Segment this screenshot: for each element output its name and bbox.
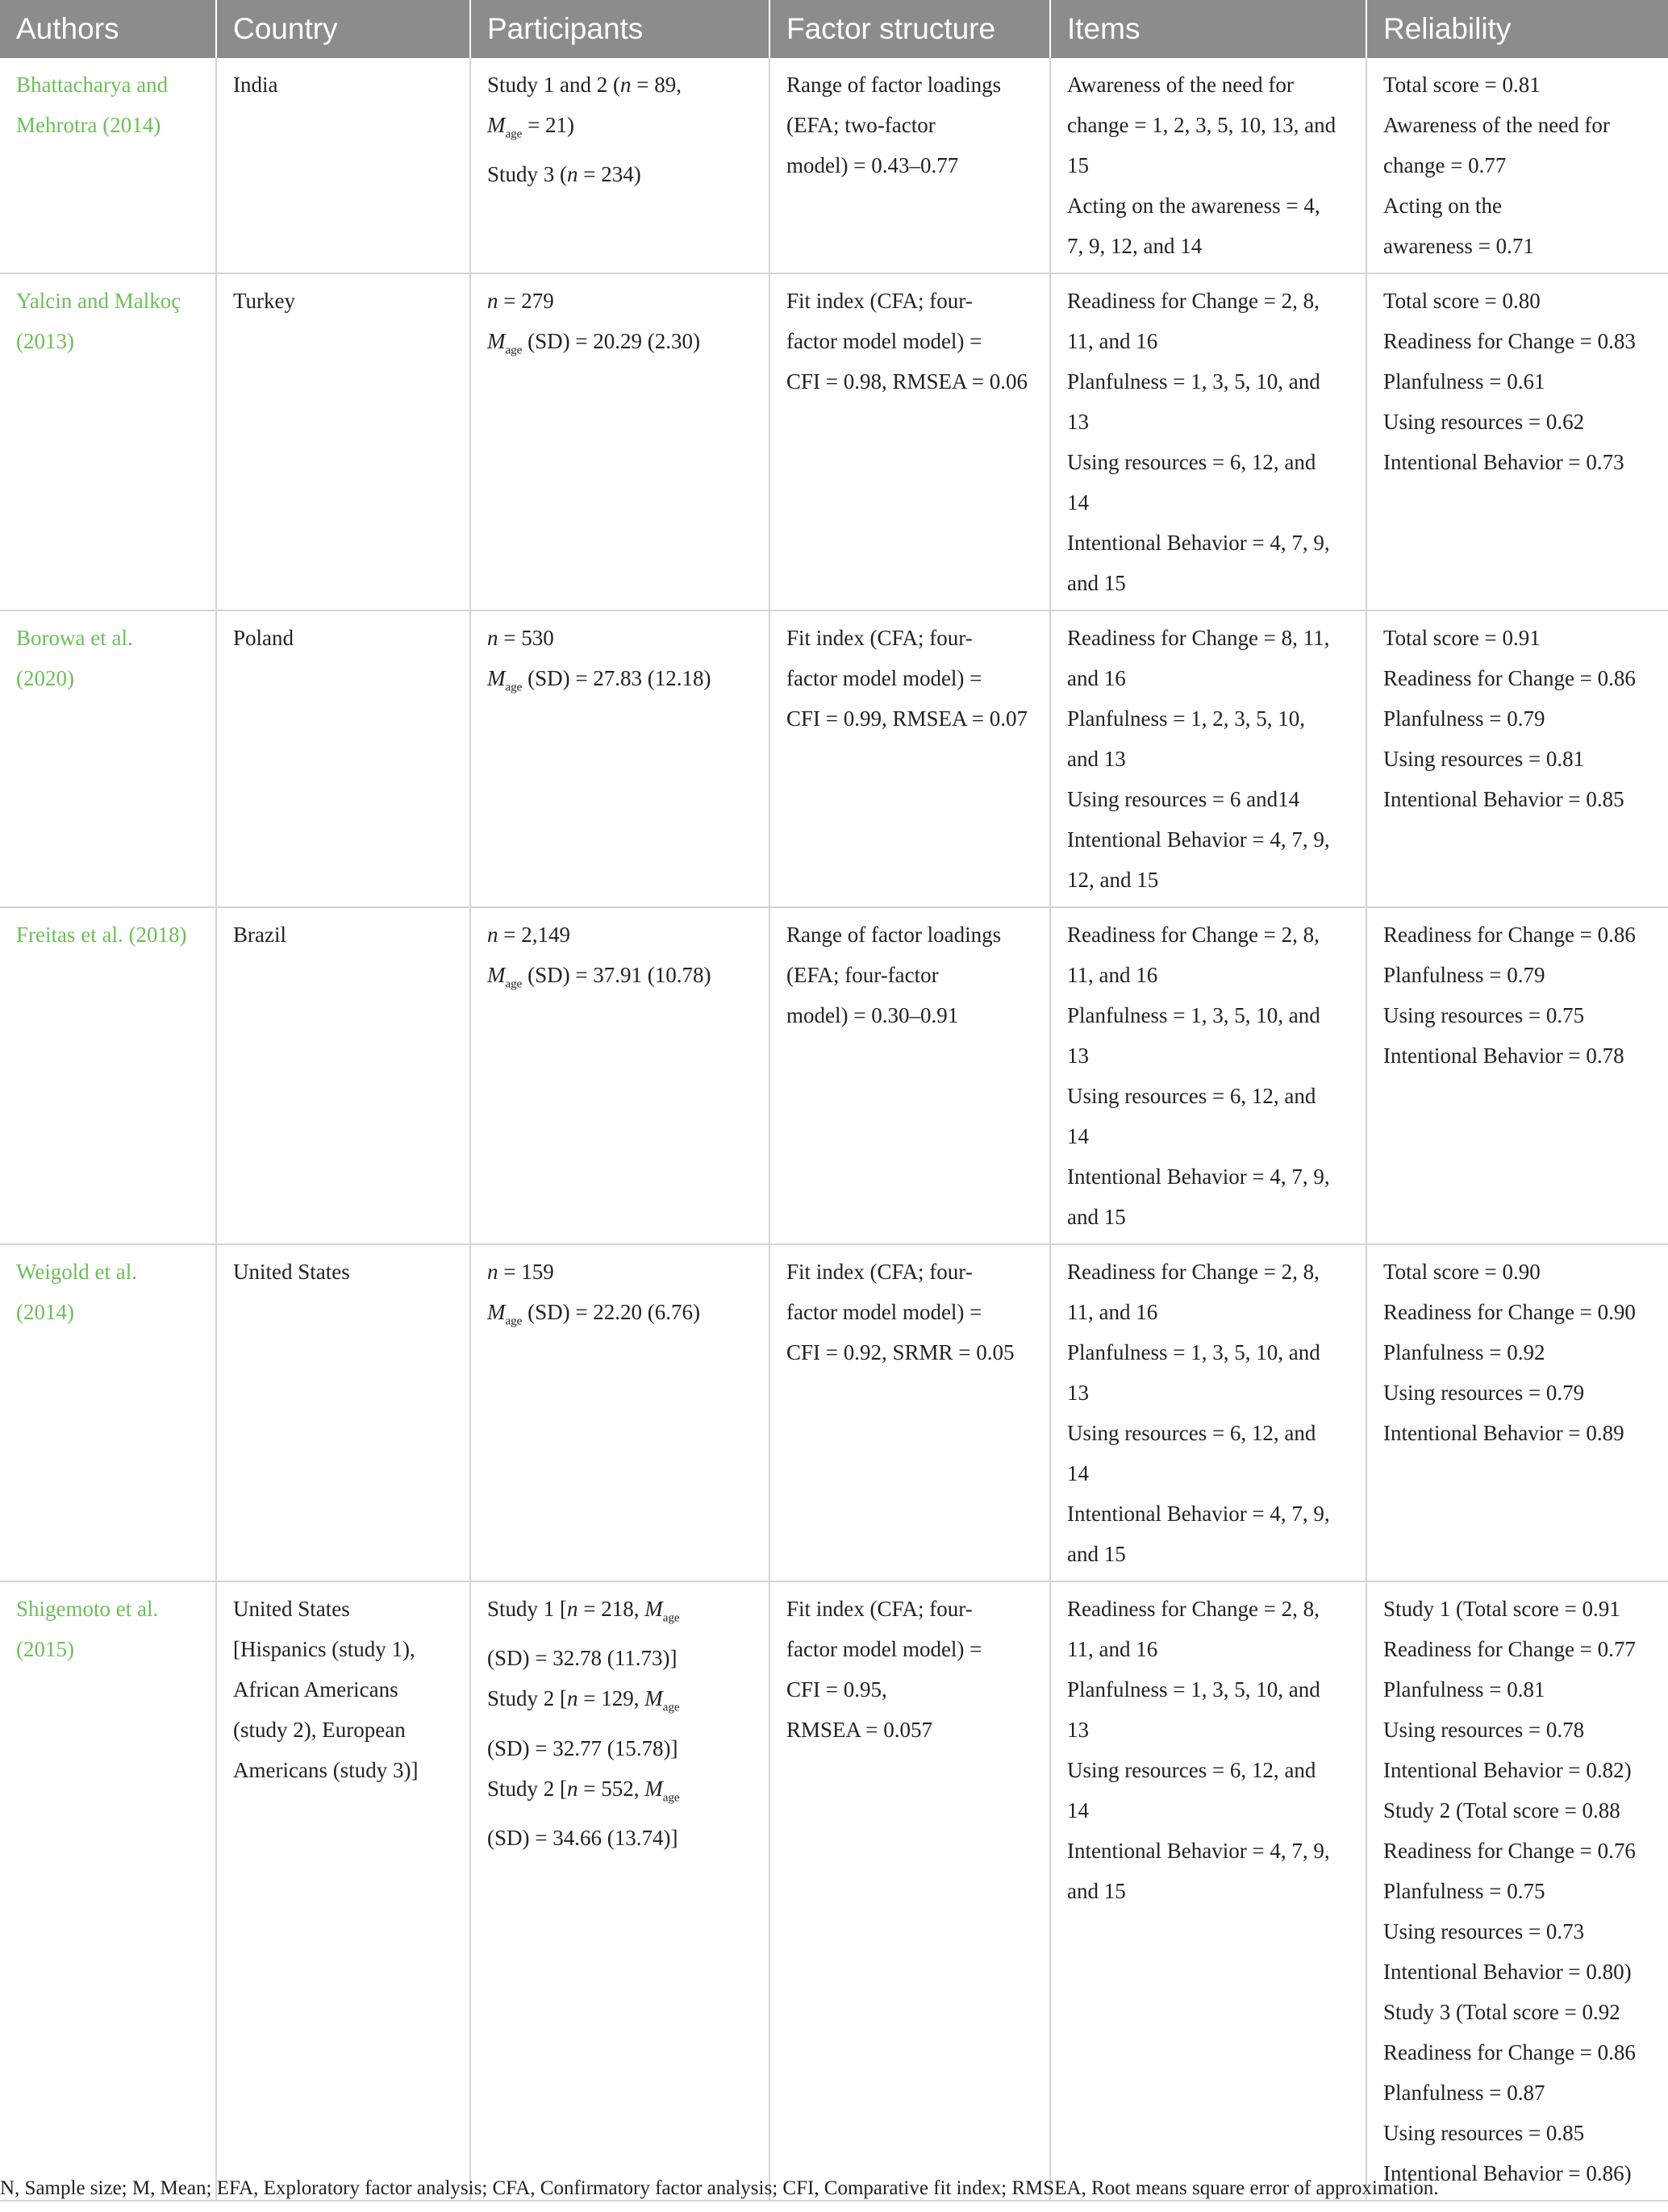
cell-line: Study 2 (Total score = 0.88 <box>1383 1798 1620 1823</box>
cell-line: Intentional Behavior = 4, 7, 9, <box>1067 827 1330 852</box>
reliability-cell <box>1366 610 1668 907</box>
cell-line: Planfulness = 0.87 <box>1383 2081 1545 2105</box>
cell-line: 14 <box>1067 1798 1089 1823</box>
country-cell <box>216 273 470 610</box>
cell-line: Intentional Behavior = 4, 7, 9, <box>1067 531 1330 555</box>
header-participants: Participants <box>470 0 769 58</box>
cell-line: (SD) = 32.78 (11.73)] <box>487 1646 678 1671</box>
author-cell <box>0 273 216 610</box>
cell-line: change = 0.77 <box>1383 153 1507 177</box>
cell-line: 13 <box>1067 1044 1089 1068</box>
cell-line: Study 3 (Total score = 0.92 <box>1383 2000 1620 2024</box>
cell-line: and 15 <box>1067 1879 1126 1903</box>
cell-line: Planfulness = 0.81 <box>1383 1677 1545 1702</box>
cell-line: Intentional Behavior = 0.86) <box>1383 2161 1632 2185</box>
cell-line: Using resources = 6, 12, and <box>1067 1421 1316 1445</box>
cell-line: Planfulness = 0.79 <box>1383 706 1545 731</box>
table-row <box>0 1581 1668 2201</box>
cell-line: CFI = 0.98, RMSEA = 0.06 <box>786 369 1028 394</box>
cell-line: India <box>233 73 278 97</box>
header-row <box>0 0 1668 58</box>
cell-line: Planfulness = 0.79 <box>1383 963 1545 987</box>
cell-line: Readiness for Change = 0.83 <box>1383 329 1636 353</box>
cell-line: Readiness for Change = 2, 8, <box>1067 289 1320 313</box>
cell-line: Planfulness = 1, 3, 5, 10, and <box>1067 369 1320 394</box>
cell-line: (EFA; two-factor <box>786 113 936 137</box>
cell-line: African Americans <box>233 1677 398 1702</box>
cell-line: Total score = 0.80 <box>1383 289 1541 313</box>
cell-line: 14 <box>1067 1461 1089 1485</box>
cell-line: Intentional Behavior = 4, 7, 9, <box>1067 1164 1330 1189</box>
cell-line: $M_{age}$ (SD) = 27.83 (12.18) <box>487 666 711 694</box>
cell-line: Total score = 0.81 <box>1383 73 1541 97</box>
cell-line: n = 2,149 <box>487 923 570 947</box>
cell-line: and 15 <box>1067 1205 1126 1229</box>
items-cell <box>1050 1244 1366 1581</box>
cell-line: Using resources = 6, 12, and <box>1067 1084 1316 1108</box>
cell-line: and 15 <box>1067 1542 1126 1566</box>
cell-line: Acting on the awareness = 4, <box>1067 194 1320 218</box>
items-cell <box>1050 58 1366 273</box>
reliability-cell <box>1366 1244 1668 1581</box>
table-row <box>0 1244 1668 1581</box>
cell-line: Study 1 [n = 218, $M_{age}$ <box>487 1597 680 1625</box>
cell-line: Planfulness = 0.75 <box>1383 1879 1545 1903</box>
cell-line: Using resources = 0.62 <box>1383 410 1585 434</box>
author-cell <box>0 1244 216 1581</box>
cell-line: Readiness for Change = 2, 8, <box>1067 923 1320 947</box>
cell-line: 11, and 16 <box>1067 963 1158 987</box>
table-row <box>0 610 1668 907</box>
cell-line: Using resources = 0.73 <box>1383 1919 1585 1943</box>
factor-structure-cell <box>769 1581 1050 2201</box>
cell-line: 11, and 16 <box>1067 329 1158 353</box>
cell-line: factor model model) = <box>786 329 982 353</box>
cell-line: $M_{age}$ (SD) = 20.29 (2.30) <box>487 329 701 357</box>
cell-line: RMSEA = 0.057 <box>786 1718 933 1742</box>
cell-line: Study 3 (n = 234) <box>487 162 641 187</box>
cell-line: factor model model) = <box>786 1637 982 1661</box>
cell-line: [Hispanics (study 1), <box>233 1637 415 1661</box>
cell-line: Study 1 (Total score = 0.91 <box>1383 1597 1620 1621</box>
cell-line: and 13 <box>1067 747 1126 771</box>
cell-line: (EFA; four-factor <box>786 963 939 987</box>
cell-line: Intentional Behavior = 0.73 <box>1383 450 1624 474</box>
cell-line: Planfulness = 0.61 <box>1383 369 1545 394</box>
cell-line: Readiness for Change = 0.76 <box>1383 1839 1636 1863</box>
table-row <box>0 58 1668 273</box>
cell-line: Fit index (CFA; four- <box>786 1260 973 1284</box>
cell-line: CFI = 0.99, RMSEA = 0.07 <box>786 706 1028 731</box>
cell-line: (SD) = 34.66 (13.74)] <box>487 1826 678 1851</box>
cell-line: and 16 <box>1067 666 1126 690</box>
cell-line: 13 <box>1067 1718 1089 1742</box>
cell-line: model) = 0.30–0.91 <box>786 1003 959 1027</box>
cell-line: (2013) <box>16 329 74 353</box>
cell-line: Using resources = 6 and14 <box>1067 787 1300 811</box>
cell-line: Bhattacharya and <box>16 73 169 97</box>
header-authors: Authors <box>0 0 216 58</box>
reliability-cell <box>1366 58 1668 273</box>
cell-line: n = 159 <box>487 1260 554 1284</box>
cell-line: factor model model) = <box>786 666 982 690</box>
cell-line: factor model model) = <box>786 1300 982 1324</box>
cell-line: 12, and 15 <box>1067 868 1159 892</box>
items-cell <box>1050 610 1366 907</box>
header-items: Items <box>1050 0 1366 58</box>
reliability-cell <box>1366 273 1668 610</box>
cell-line: Freitas et al. (2018) <box>16 923 187 947</box>
cell-line: Poland <box>233 626 294 650</box>
table-row <box>0 273 1668 610</box>
cell-line: Readiness for Change = 0.90 <box>1383 1300 1636 1324</box>
cell-line: 15 <box>1067 153 1089 177</box>
cell-line: $M_{age}$ (SD) = 22.20 (6.76) <box>487 1300 701 1328</box>
reliability-cell <box>1366 1581 1668 2201</box>
cell-line: 11, and 16 <box>1067 1637 1158 1661</box>
cell-line: model) = 0.43–0.77 <box>786 153 959 177</box>
cell-line: Turkey <box>233 289 296 313</box>
cell-line: Readiness for Change = 0.86 <box>1383 923 1636 947</box>
cell-line: Yalcin and Malkoç <box>16 289 181 313</box>
cell-line: Using resources = 0.78 <box>1383 1718 1585 1742</box>
cell-line: Intentional Behavior = 0.80) <box>1383 1960 1632 1984</box>
cell-line: Readiness for Change = 8, 11, <box>1067 626 1330 650</box>
cell-line: (SD) = 32.77 (15.78)] <box>487 1735 678 1760</box>
header-reliability: Reliability <box>1366 0 1668 58</box>
cell-line: $M_{age}$ (SD) = 37.91 (10.78) <box>487 963 711 991</box>
table-footnote: N, Sample size; M, Mean; EFA, Exploratory factor analysis; CFA, Confirmatory factor analysis; CFI, Comparative fit index; RMSEA, Root means square error of approximation. <box>0 2177 1439 2199</box>
cell-line: Using resources = 6, 12, and <box>1067 1758 1316 1782</box>
cell-line: Planfulness = 0.92 <box>1383 1340 1545 1364</box>
cell-line: Acting on the <box>1383 194 1502 218</box>
cell-line: Intentional Behavior = 4, 7, 9, <box>1067 1839 1330 1863</box>
cell-line: Shigemoto et al. <box>16 1597 159 1621</box>
cell-line: change = 1, 2, 3, 5, 10, 13, and <box>1067 113 1336 137</box>
participants-cell <box>470 1244 769 1581</box>
cell-line: Readiness for Change = 2, 8, <box>1067 1260 1320 1284</box>
items-cell <box>1050 273 1366 610</box>
cell-line: Weigold et al. <box>16 1260 138 1284</box>
cell-line: Planfulness = 1, 3, 5, 10, and <box>1067 1677 1320 1702</box>
cell-line: and 15 <box>1067 571 1126 595</box>
cell-line: Fit index (CFA; four- <box>786 289 973 313</box>
cell-line: n = 530 <box>487 626 554 650</box>
cell-line: $M_{age} = 21$) <box>487 113 575 141</box>
cell-line: Range of factor loadings <box>786 73 1002 97</box>
cell-line: (2015) <box>16 1637 74 1661</box>
items-cell <box>1050 907 1366 1244</box>
cell-line: Readiness for Change = 0.77 <box>1383 1637 1636 1661</box>
items-cell <box>1050 1581 1366 2201</box>
header-factor-structure: Factor structure <box>769 0 1050 58</box>
participants-cell <box>470 273 769 610</box>
table-row <box>0 907 1668 1244</box>
reliability-cell <box>1366 907 1668 1244</box>
cell-line: Borowa et al. <box>16 626 133 650</box>
cell-line: Awareness of the need for <box>1067 73 1294 97</box>
cell-line: 13 <box>1067 410 1089 434</box>
participants-cell <box>470 610 769 907</box>
cell-line: (2020) <box>16 666 74 690</box>
cell-line: Intentional Behavior = 0.85 <box>1383 787 1624 811</box>
factor-structure-cell <box>769 610 1050 907</box>
cell-line: Fit index (CFA; four- <box>786 626 973 650</box>
factor-structure-cell <box>769 58 1050 273</box>
cell-line: 14 <box>1067 1124 1089 1148</box>
cell-line: Readiness for Change = 2, 8, <box>1067 1597 1320 1621</box>
cell-line: Using resources = 6, 12, and <box>1067 450 1316 474</box>
author-cell <box>0 1581 216 2201</box>
cell-line: Using resources = 0.75 <box>1383 1003 1585 1027</box>
factor-structure-cell <box>769 907 1050 1244</box>
cell-line: Study 2 [n = 129, $M_{age}$ <box>487 1686 680 1714</box>
cell-line: (study 2), European <box>233 1718 406 1742</box>
table-header <box>0 0 1668 58</box>
cell-line: 7, 9, 12, and 14 <box>1067 234 1203 258</box>
cell-line: Total score = 0.90 <box>1383 1260 1541 1284</box>
cell-line: Using resources = 0.81 <box>1383 747 1585 771</box>
table-body <box>0 58 1668 2201</box>
cell-line: awareness = 0.71 <box>1383 234 1534 258</box>
country-cell <box>216 610 470 907</box>
author-cell <box>0 907 216 1244</box>
cell-line: CFI = 0.92, SRMR = 0.05 <box>786 1340 1015 1364</box>
cell-line: Study 2 [n = 552, $M_{age}$ <box>487 1776 680 1805</box>
cell-line: n = 279 <box>487 289 554 313</box>
cell-line: 14 <box>1067 490 1089 514</box>
cell-line: Americans (study 3)] <box>233 1758 419 1782</box>
cell-line: United States <box>233 1597 350 1621</box>
cell-line: Intentional Behavior = 0.89 <box>1383 1421 1624 1445</box>
cell-line: Planfulness = 1, 3, 5, 10, and <box>1067 1003 1320 1027</box>
cell-line: Using resources = 0.79 <box>1383 1381 1585 1405</box>
participants-cell <box>470 58 769 273</box>
cell-line: Planfulness = 1, 3, 5, 10, and <box>1067 1340 1320 1364</box>
cell-line: Study 1 and 2 (n = 89, <box>487 73 682 97</box>
cell-line: Awareness of the need for <box>1383 113 1610 137</box>
cell-line: Range of factor loadings <box>786 923 1002 947</box>
cell-line: 11, and 16 <box>1067 1300 1158 1324</box>
cell-line: Intentional Behavior = 0.82) <box>1383 1758 1632 1782</box>
participants-cell <box>470 1581 769 2201</box>
cell-line: Intentional Behavior = 0.78 <box>1383 1044 1624 1068</box>
factor-structure-cell <box>769 273 1050 610</box>
cell-line: Mehrotra (2014) <box>16 113 161 137</box>
cell-line: Planfulness = 1, 2, 3, 5, 10, <box>1067 706 1305 731</box>
cell-line: Intentional Behavior = 4, 7, 9, <box>1067 1502 1330 1526</box>
country-cell <box>216 907 470 1244</box>
country-cell <box>216 1581 470 2201</box>
author-cell <box>0 610 216 907</box>
participants-cell <box>470 907 769 1244</box>
cell-line: Total score = 0.91 <box>1383 626 1541 650</box>
cell-line: Using resources = 0.85 <box>1383 2121 1585 2145</box>
cell-line: United States <box>233 1260 350 1284</box>
author-cell <box>0 58 216 273</box>
header-country: Country <box>216 0 470 58</box>
cell-line: Readiness for Change = 0.86 <box>1383 666 1636 690</box>
factor-structure-cell <box>769 1244 1050 1581</box>
country-cell <box>216 58 470 273</box>
cell-line: 13 <box>1067 1381 1089 1405</box>
country-cell <box>216 1244 470 1581</box>
cell-line: CFI = 0.95, <box>786 1677 887 1702</box>
cell-line: (2014) <box>16 1300 74 1324</box>
cell-line: Fit index (CFA; four- <box>786 1597 973 1621</box>
cell-line: Brazil <box>233 923 286 947</box>
cell-line: Readiness for Change = 0.86 <box>1383 2040 1636 2064</box>
